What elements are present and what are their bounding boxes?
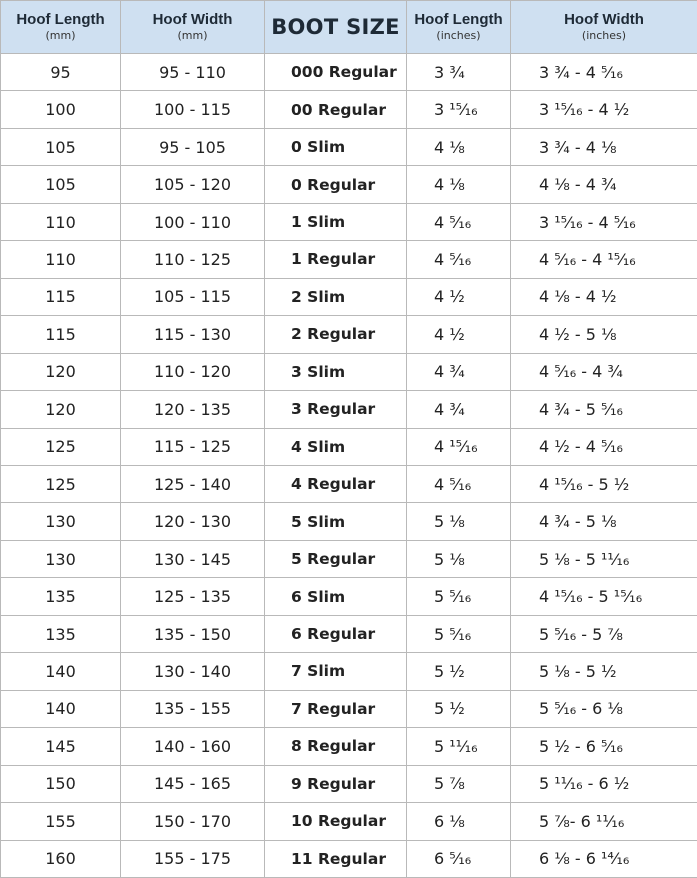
- cell-hoof-length-inches: 5 ⅞: [407, 765, 511, 802]
- cell-hoof-width-inches: 4 ¾ - 5 ⁵⁄₁₆: [511, 391, 697, 428]
- cell-hoof-length-inches: 4 ⅛: [407, 166, 511, 203]
- cell-hoof-width-inches: 5 ½ - 6 ⁵⁄₁₆: [511, 728, 697, 765]
- cell-hoof-width-inches: 5 ⅛ - 5 ½: [511, 653, 697, 690]
- header-title: Hoof Length: [414, 10, 503, 28]
- cell-hoof-width-inches: 3 ¹⁵⁄₁₆ - 4 ⁵⁄₁₆: [511, 203, 697, 240]
- table-row: [1, 765, 697, 802]
- table-body: [1, 54, 697, 878]
- cell-hoof-width-mm: 110 - 120: [121, 353, 265, 390]
- header-title: Hoof Width: [152, 10, 233, 28]
- cell-boot-size: 2 Regular: [265, 316, 407, 353]
- cell-hoof-width-mm: 110 - 125: [121, 241, 265, 278]
- cell-hoof-width-inches: 4 ⁵⁄₁₆ - 4 ¹⁵⁄₁₆: [511, 241, 697, 278]
- cell-boot-size: 3 Slim: [265, 353, 407, 390]
- cell-hoof-width-mm: 95 - 105: [121, 128, 265, 165]
- table-row: [1, 128, 697, 165]
- cell-hoof-length-inches: 4 ⁵⁄₁₆: [407, 241, 511, 278]
- header-hoof-width-mm: [121, 1, 265, 54]
- cell-hoof-width-mm: 120 - 130: [121, 503, 265, 540]
- cell-boot-size: 6 Slim: [265, 578, 407, 615]
- cell-boot-size: 8 Regular: [265, 728, 407, 765]
- cell-hoof-width-inches: 6 ⅛ - 6 ¹⁴⁄₁₆: [511, 840, 697, 877]
- header-unit: (inches): [581, 28, 627, 42]
- cell-hoof-length-mm: 130: [1, 540, 121, 577]
- cell-hoof-width-mm: 140 - 160: [121, 728, 265, 765]
- cell-hoof-length-inches: 4 ¾: [407, 391, 511, 428]
- cell-hoof-length-inches: 5 ¹¹⁄₁₆: [407, 728, 511, 765]
- cell-hoof-length-mm: 140: [1, 690, 121, 727]
- cell-hoof-width-mm: 155 - 175: [121, 840, 265, 877]
- cell-hoof-length-inches: 5 ½: [407, 690, 511, 727]
- cell-hoof-width-inches: 4 ⅛ - 4 ½: [511, 278, 697, 315]
- cell-hoof-length-mm: 95: [1, 54, 121, 91]
- cell-hoof-length-mm: 150: [1, 765, 121, 802]
- cell-hoof-length-mm: 135: [1, 578, 121, 615]
- cell-hoof-width-mm: 120 - 135: [121, 391, 265, 428]
- cell-hoof-length-mm: 105: [1, 166, 121, 203]
- cell-hoof-length-inches: 3 ¹⁵⁄₁₆: [407, 91, 511, 128]
- table-row: [1, 615, 697, 652]
- cell-boot-size: 1 Regular: [265, 241, 407, 278]
- cell-hoof-width-mm: 125 - 135: [121, 578, 265, 615]
- cell-boot-size: 3 Regular: [265, 391, 407, 428]
- cell-boot-size: 2 Slim: [265, 278, 407, 315]
- cell-hoof-width-mm: 115 - 130: [121, 316, 265, 353]
- cell-hoof-width-inches: 3 ¾ - 4 ⁵⁄₁₆: [511, 54, 697, 91]
- cell-hoof-width-mm: 105 - 120: [121, 166, 265, 203]
- cell-boot-size: 5 Slim: [265, 503, 407, 540]
- cell-hoof-length-mm: 135: [1, 615, 121, 652]
- cell-hoof-length-mm: 130: [1, 503, 121, 540]
- table-row: [1, 803, 697, 840]
- cell-hoof-length-mm: 120: [1, 353, 121, 390]
- cell-hoof-length-inches: 4 ¹⁵⁄₁₆: [407, 428, 511, 465]
- cell-hoof-width-mm: 100 - 110: [121, 203, 265, 240]
- cell-boot-size: 5 Regular: [265, 540, 407, 577]
- header-hoof-length-mm: [1, 1, 121, 54]
- cell-boot-size: 10 Regular: [265, 803, 407, 840]
- cell-boot-size: 11 Regular: [265, 840, 407, 877]
- cell-hoof-length-inches: 5 ⅛: [407, 540, 511, 577]
- table-row: [1, 465, 697, 502]
- cell-hoof-length-mm: 155: [1, 803, 121, 840]
- cell-hoof-length-inches: 6 ⁵⁄₁₆: [407, 840, 511, 877]
- cell-hoof-length-inches: 5 ⅛: [407, 503, 511, 540]
- table-row: [1, 578, 697, 615]
- table-row: [1, 91, 697, 128]
- cell-hoof-width-mm: 100 - 115: [121, 91, 265, 128]
- cell-hoof-width-inches: 5 ⁵⁄₁₆ - 5 ⅞: [511, 615, 697, 652]
- cell-hoof-width-inches: 4 ¹⁵⁄₁₆ - 5 ½: [511, 465, 697, 502]
- cell-hoof-length-inches: 5 ⁵⁄₁₆: [407, 615, 511, 652]
- cell-hoof-width-inches: 5 ¹¹⁄₁₆ - 6 ½: [511, 765, 697, 802]
- cell-hoof-width-mm: 135 - 155: [121, 690, 265, 727]
- cell-hoof-length-inches: 6 ⅛: [407, 803, 511, 840]
- table-row: [1, 278, 697, 315]
- cell-hoof-length-inches: 4 ⁵⁄₁₆: [407, 465, 511, 502]
- cell-hoof-length-mm: 115: [1, 278, 121, 315]
- cell-hoof-width-mm: 150 - 170: [121, 803, 265, 840]
- cell-hoof-length-inches: 4 ⅛: [407, 128, 511, 165]
- header-hoof-width-inches: [511, 1, 697, 54]
- cell-hoof-length-mm: 160: [1, 840, 121, 877]
- table-row: [1, 840, 697, 877]
- cell-hoof-width-inches: 3 ¾ - 4 ⅛: [511, 128, 697, 165]
- cell-hoof-length-mm: 105: [1, 128, 121, 165]
- cell-hoof-length-mm: 110: [1, 203, 121, 240]
- header-unit: (mm): [177, 28, 208, 42]
- cell-boot-size: 7 Slim: [265, 653, 407, 690]
- cell-boot-size: 9 Regular: [265, 765, 407, 802]
- cell-hoof-width-mm: 145 - 165: [121, 765, 265, 802]
- table-row: [1, 540, 697, 577]
- cell-hoof-length-inches: 3 ¾: [407, 54, 511, 91]
- table-row: [1, 428, 697, 465]
- header-hoof-length-inches: [407, 1, 511, 54]
- header-row: [1, 1, 697, 54]
- cell-boot-size: 4 Regular: [265, 465, 407, 502]
- cell-hoof-length-inches: 4 ½: [407, 278, 511, 315]
- cell-boot-size: 00 Regular: [265, 91, 407, 128]
- cell-hoof-width-inches: 5 ⁵⁄₁₆ - 6 ⅛: [511, 690, 697, 727]
- cell-hoof-length-mm: 140: [1, 653, 121, 690]
- header-title: BOOT SIZE: [271, 14, 400, 39]
- cell-hoof-length-mm: 145: [1, 728, 121, 765]
- cell-hoof-width-mm: 95 - 110: [121, 54, 265, 91]
- cell-hoof-width-mm: 125 - 140: [121, 465, 265, 502]
- cell-hoof-length-mm: 120: [1, 391, 121, 428]
- cell-boot-size: 000 Regular: [265, 54, 407, 91]
- table-row: [1, 653, 697, 690]
- cell-hoof-width-inches: 4 ¹⁵⁄₁₆ - 5 ¹⁵⁄₁₆: [511, 578, 697, 615]
- table-row: [1, 166, 697, 203]
- cell-hoof-width-inches: 3 ¹⁵⁄₁₆ - 4 ½: [511, 91, 697, 128]
- cell-hoof-width-mm: 130 - 145: [121, 540, 265, 577]
- cell-boot-size: 7 Regular: [265, 690, 407, 727]
- cell-hoof-width-mm: 105 - 115: [121, 278, 265, 315]
- header-unit: (mm): [45, 28, 76, 42]
- table-row: [1, 353, 697, 390]
- cell-hoof-width-inches: 5 ⅞- 6 ¹¹⁄₁₆: [511, 803, 697, 840]
- cell-hoof-length-inches: 5 ½: [407, 653, 511, 690]
- cell-boot-size: 1 Slim: [265, 203, 407, 240]
- cell-hoof-width-inches: 4 ¾ - 5 ⅛: [511, 503, 697, 540]
- cell-hoof-width-mm: 135 - 150: [121, 615, 265, 652]
- cell-hoof-width-inches: 5 ⅛ - 5 ¹¹⁄₁₆: [511, 540, 697, 577]
- table-row: [1, 54, 697, 91]
- cell-hoof-width-inches: 4 ½ - 4 ⁵⁄₁₆: [511, 428, 697, 465]
- cell-hoof-width-inches: 4 ⁵⁄₁₆ - 4 ¾: [511, 353, 697, 390]
- table-row: [1, 690, 697, 727]
- cell-hoof-length-inches: 4 ⁵⁄₁₆: [407, 203, 511, 240]
- cell-hoof-length-mm: 110: [1, 241, 121, 278]
- cell-hoof-length-mm: 115: [1, 316, 121, 353]
- cell-hoof-length-inches: 4 ½: [407, 316, 511, 353]
- header-boot-size: [265, 1, 407, 54]
- header-unit: (inches): [436, 28, 481, 42]
- cell-hoof-width-inches: 4 ⅛ - 4 ¾: [511, 166, 697, 203]
- table-row: [1, 391, 697, 428]
- header-title: Hoof Width: [564, 10, 644, 28]
- cell-boot-size: 6 Regular: [265, 615, 407, 652]
- table-header: [1, 1, 697, 54]
- table-row: [1, 316, 697, 353]
- cell-hoof-width-mm: 130 - 140: [121, 653, 265, 690]
- cell-hoof-length-inches: 5 ⁵⁄₁₆: [407, 578, 511, 615]
- cell-hoof-width-mm: 115 - 125: [121, 428, 265, 465]
- table-row: [1, 203, 697, 240]
- cell-boot-size: 0 Regular: [265, 166, 407, 203]
- table-row: [1, 728, 697, 765]
- cell-boot-size: 0 Slim: [265, 128, 407, 165]
- cell-boot-size: 4 Slim: [265, 428, 407, 465]
- cell-hoof-length-mm: 100: [1, 91, 121, 128]
- cell-hoof-length-inches: 4 ¾: [407, 353, 511, 390]
- cell-hoof-length-mm: 125: [1, 428, 121, 465]
- table-row: [1, 241, 697, 278]
- cell-hoof-length-mm: 125: [1, 465, 121, 502]
- table-row: [1, 503, 697, 540]
- header-title: Hoof Length: [16, 10, 105, 28]
- cell-hoof-width-inches: 4 ½ - 5 ⅛: [511, 316, 697, 353]
